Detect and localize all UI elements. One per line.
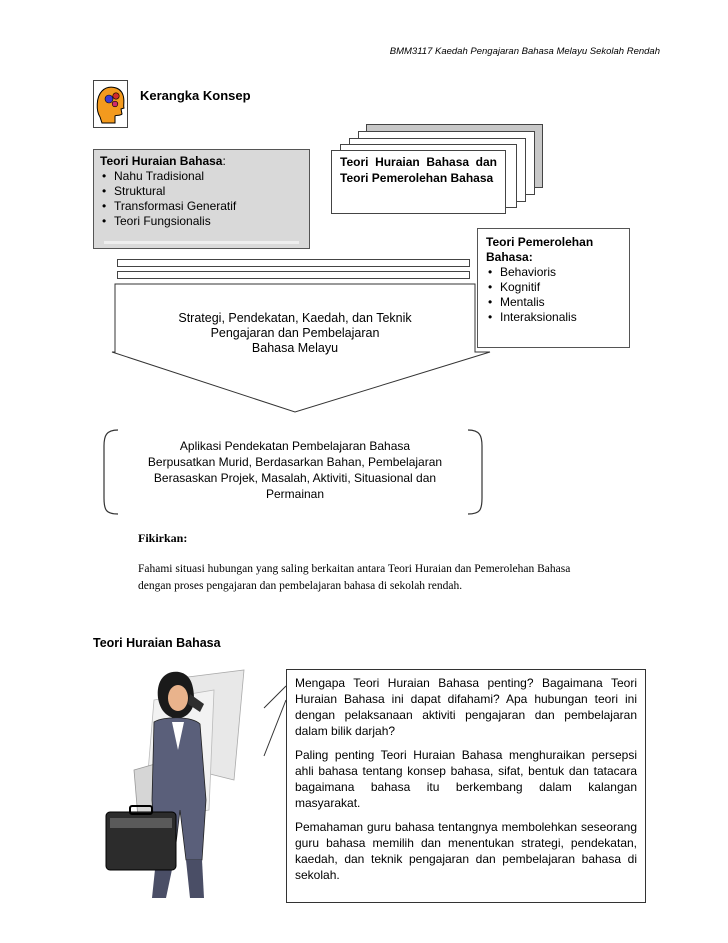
application-text bbox=[125, 438, 465, 502]
callout-lines bbox=[250, 660, 290, 780]
list-item: • Teori Fungsionalis bbox=[100, 214, 303, 229]
fikirkan-title: Fikirkan: bbox=[138, 531, 188, 545]
fikirkan-line: dengan proses pengajaran dan pembelajaran bahasa di sekolah rendah. bbox=[138, 580, 463, 592]
paragraph: Pemahaman guru bahasa tentangnya membolehkan seseorang guru bahasa memilih dan menentukan strategi, pendekatan, kaedah, dan teknik pengajaran dan pembelajaran bahasa di sekolah. bbox=[295, 820, 637, 882]
list-item: • Behavioris bbox=[486, 265, 621, 280]
center-box: Teori Huraian Bahasa dan Teori Pemerolehan Bahasa bbox=[331, 150, 506, 214]
list-item: • Transformasi Generatif bbox=[100, 199, 303, 214]
huraian-heading: Teori Huraian Bahasa bbox=[100, 154, 223, 168]
businesswoman-phone-briefcase-icon bbox=[94, 660, 254, 910]
list-item: • Struktural bbox=[100, 184, 303, 199]
divider bbox=[104, 241, 299, 244]
huraian-box bbox=[93, 149, 310, 249]
application-line: Permainan bbox=[265, 487, 325, 501]
strategy-line: Bahasa Melayu bbox=[251, 341, 339, 355]
strategy-text bbox=[150, 311, 440, 356]
page-header: BMM3117 Kaedah Pengajaran Bahasa Melayu Sekolah Rendah bbox=[389, 46, 660, 57]
head-gears-icon bbox=[93, 80, 128, 128]
strategy-line: Strategi, Pendekatan, Kaedah, dan Teknik bbox=[178, 311, 412, 325]
application-line: Berpusatkan Murid, Berdasarkan Bahan, Pembelajaran bbox=[147, 455, 443, 469]
pemerolehan-heading: Teori Pemerolehan Bahasa: bbox=[486, 235, 594, 264]
list-item: • Nahu Tradisional bbox=[100, 169, 303, 184]
question-box bbox=[286, 669, 646, 903]
huraian-colon: : bbox=[222, 154, 226, 168]
paragraph: Paling penting Teori Huraian Bahasa menghuraikan persepsi ahli bahasa tentang konsep bahasa, sifat, bentuk dan tatacara bagaimana bahasa itu berkembang dalam kalangan masyarakat. bbox=[295, 748, 637, 810]
section-title: Teori Huraian Bahasa bbox=[93, 636, 221, 650]
concept-title: Kerangka Konsep bbox=[140, 88, 251, 103]
connector-bar bbox=[117, 271, 470, 279]
strategy-line: Pengajaran dan Pembelajaran bbox=[210, 326, 380, 340]
fikirkan-body bbox=[138, 561, 638, 595]
huraian-list bbox=[100, 169, 303, 229]
list-item: • Kognitif bbox=[486, 280, 621, 295]
application-line: Aplikasi Pendekatan Pembelajaran Bahasa bbox=[179, 439, 411, 453]
connector-bar bbox=[117, 259, 470, 267]
paragraph: Mengapa Teori Huraian Bahasa penting? Bagaimana Teori Huraian Bahasa ini dapat difahami? Apa hubungan teori ini dengan pelaksanaan aktiviti pengajaran dan pembelajaran dalam bilik darjah? bbox=[295, 676, 637, 738]
fikirkan-line: Fahami situasi hubungan yang saling berkaitan antara Teori Huraian dan Pemerolehan Bahasa bbox=[138, 563, 571, 575]
list-item: • Mentalis bbox=[486, 295, 621, 310]
list-item: • Interaksionalis bbox=[486, 310, 621, 325]
application-line: Berasaskan Projek, Masalah, Aktiviti, Situasional dan bbox=[153, 471, 437, 485]
pemerolehan-list bbox=[486, 265, 621, 325]
